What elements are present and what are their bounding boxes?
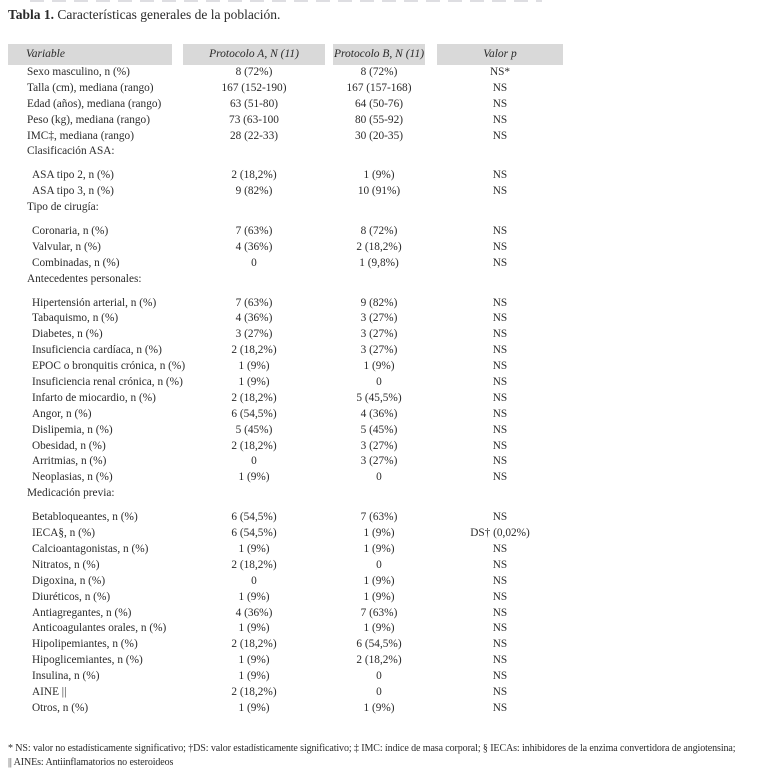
cell-protocolo-a: 1 (9%): [238, 376, 270, 389]
cell-protocolo-a: 5 (45%): [235, 423, 273, 436]
cell-protocolo-a: 28 (22-33): [229, 129, 278, 142]
cell-valor-p: NS: [492, 654, 508, 667]
cell-valor-p: NS: [492, 542, 508, 555]
table-row: [8, 343, 563, 359]
cell-protocolo-a: 0: [251, 455, 257, 468]
row-variable-label: Digoxina, n (%): [32, 574, 106, 587]
table-row: [8, 296, 563, 312]
section-label: Tipo de cirugía:: [27, 201, 99, 214]
table-row: [8, 359, 563, 375]
table-row: [8, 606, 563, 622]
cell-protocolo-b: 7 (63%): [360, 511, 398, 524]
row-variable-label: Angor, n (%): [32, 407, 92, 420]
cell-protocolo-b: 1 (9%): [363, 527, 395, 540]
footnote-line-1: * NS: valor no estadísticamente significativo; †DS: valor estadísticamente significativo; ‡ IMC: índice de masa corporal; § IECAs: inhibidores de la enzima convertidora de angiotensina;: [8, 743, 736, 754]
cell-valor-p: NS: [492, 606, 508, 619]
cell-valor-p: NS: [492, 407, 508, 420]
table-row: [8, 81, 563, 97]
column-header-protocolo-a: Protocolo A, N (11): [183, 44, 325, 65]
row-variable-label: Valvular, n (%): [32, 240, 101, 253]
cell-valor-p: NS: [492, 558, 508, 571]
cell-valor-p: NS: [492, 471, 508, 484]
cell-protocolo-b: 2 (18,2%): [356, 240, 402, 253]
table-row: [8, 439, 563, 455]
cell-protocolo-a: 73 (63-100: [229, 113, 279, 126]
cell-protocolo-a: 1 (9%): [238, 622, 270, 635]
cell-protocolo-b: 1 (9%): [363, 360, 395, 373]
table-row: [8, 510, 563, 526]
cell-protocolo-b: 0: [376, 685, 382, 698]
cell-protocolo-b: 0: [376, 558, 382, 571]
table-row: [8, 574, 563, 590]
cell-protocolo-a: 2 (18,2%): [231, 344, 277, 357]
cell-protocolo-b: 6 (54,5%): [356, 638, 402, 651]
cell-protocolo-a: 0: [251, 574, 257, 587]
cell-protocolo-a: 1 (9%): [238, 590, 270, 603]
cell-valor-p: NS: [492, 129, 508, 142]
table-row: [8, 129, 563, 145]
cell-protocolo-a: 6 (54,5%): [231, 407, 277, 420]
cell-valor-p: NS: [492, 344, 508, 357]
section-spacer: [8, 216, 563, 224]
cell-valor-p: NS: [492, 256, 508, 269]
column-header-variable: Variable: [8, 44, 172, 65]
cell-protocolo-a: 4 (36%): [235, 240, 273, 253]
cell-protocolo-b: 4 (36%): [360, 407, 398, 420]
cell-protocolo-b: 2 (18,2%): [356, 654, 402, 667]
cell-valor-p: NS: [492, 574, 508, 587]
cell-valor-p: NS: [492, 511, 508, 524]
table-row: [8, 391, 563, 407]
cell-valor-p: NS: [492, 376, 508, 389]
cell-protocolo-b: 3 (27%): [360, 328, 398, 341]
cell-protocolo-b: 3 (27%): [360, 344, 398, 357]
cell-protocolo-a: 8 (72%): [235, 66, 273, 78]
cell-valor-p: NS: [492, 455, 508, 468]
row-variable-label: AINE ||: [32, 685, 67, 698]
cell-protocolo-a: 0: [251, 256, 257, 269]
row-variable-label: Peso (kg), mediana (rango): [27, 113, 150, 126]
cell-protocolo-b: 3 (27%): [360, 312, 398, 325]
cell-valor-p: NS: [492, 423, 508, 436]
cell-protocolo-b: 167 (157-168): [346, 81, 412, 94]
cell-valor-p: NS: [492, 185, 508, 198]
table-title-label: Tabla 1.: [8, 7, 55, 22]
cell-protocolo-a: 4 (36%): [235, 606, 273, 619]
section-row: [8, 200, 563, 216]
row-variable-label: Edad (años), mediana (rango): [27, 97, 162, 110]
cell-valor-p: NS*: [489, 66, 511, 78]
table-row: [8, 701, 563, 717]
cell-protocolo-b: 1 (9%): [363, 622, 395, 635]
cell-protocolo-b: 80 (55-92): [354, 113, 403, 126]
cell-protocolo-a: 167 (152-190): [221, 81, 287, 94]
row-variable-label: Tabaquismo, n (%): [32, 312, 119, 325]
cell-protocolo-a: 1 (9%): [238, 701, 270, 714]
row-variable-label: Hipolipemiantes, n (%): [32, 638, 138, 651]
row-variable-label: Sexo masculino, n (%): [27, 66, 130, 78]
row-variable-label: Nitratos, n (%): [32, 558, 100, 571]
table-row: [8, 240, 563, 256]
cell-protocolo-b: 8 (72%): [360, 225, 398, 238]
cell-protocolo-b: 3 (27%): [360, 455, 398, 468]
section-spacer: [8, 288, 563, 296]
cell-protocolo-b: 0: [376, 376, 382, 389]
table-row: [8, 375, 563, 391]
table-row: [8, 423, 563, 439]
section-spacer: [8, 502, 563, 510]
table-row: [8, 685, 563, 701]
row-variable-label: Infarto de miocardio, n (%): [32, 391, 156, 404]
row-variable-label: Coronaria, n (%): [32, 225, 109, 238]
table-row: [8, 65, 563, 81]
table-row: [8, 168, 563, 184]
table-row: [8, 526, 563, 542]
row-variable-label: ASA tipo 2, n (%): [32, 169, 114, 182]
cell-valor-p: NS: [492, 81, 508, 94]
cell-protocolo-a: 6 (54,5%): [231, 527, 277, 540]
table-row: [8, 97, 563, 113]
section-label: Antecedentes personales:: [27, 272, 142, 285]
section-spacer: [8, 160, 563, 168]
table-row: [8, 311, 563, 327]
row-variable-label: Diuréticos, n (%): [32, 590, 111, 603]
row-variable-label: Insuficiencia renal crónica, n (%): [32, 376, 183, 389]
cell-protocolo-b: 9 (82%): [360, 296, 398, 309]
cell-valor-p: NS: [492, 97, 508, 110]
cell-valor-p: NS: [492, 328, 508, 341]
table-row: [8, 184, 563, 200]
table-row: [8, 590, 563, 606]
table-row: [8, 256, 563, 272]
cell-valor-p: NS: [492, 225, 508, 238]
row-variable-label: Anticoagulantes orales, n (%): [32, 622, 167, 635]
cell-protocolo-b: 1 (9%): [363, 169, 395, 182]
column-header-valor-p: Valor p: [437, 44, 563, 65]
table-row: [8, 224, 563, 240]
table-body: [8, 65, 563, 717]
cell-protocolo-b: 0: [376, 471, 382, 484]
cell-protocolo-a: 2 (18,2%): [231, 638, 277, 651]
cell-protocolo-b: 0: [376, 670, 382, 683]
row-variable-label: Calcioantagonistas, n (%): [32, 542, 149, 555]
cell-protocolo-a: 3 (27%): [235, 328, 273, 341]
cell-valor-p: NS: [492, 240, 508, 253]
row-variable-label: Combinadas, n (%): [32, 256, 120, 269]
cell-valor-p: NS: [492, 622, 508, 635]
table-title: [8, 7, 280, 23]
cell-protocolo-b: 8 (72%): [360, 66, 398, 78]
cell-protocolo-b: 10 (91%): [357, 185, 401, 198]
cell-protocolo-b: 7 (63%): [360, 606, 398, 619]
cell-protocolo-a: 4 (36%): [235, 312, 273, 325]
cell-protocolo-b: 5 (45,5%): [356, 391, 402, 404]
table-row: [8, 621, 563, 637]
cell-protocolo-b: 1 (9,8%): [359, 256, 399, 269]
table-row: [8, 558, 563, 574]
cell-protocolo-a: 6 (54,5%): [231, 511, 277, 524]
row-variable-label: Antiagregantes, n (%): [32, 606, 132, 619]
table-row: [8, 653, 563, 669]
cell-valor-p: NS: [492, 685, 508, 698]
cell-protocolo-b: 64 (50-76): [354, 97, 403, 110]
cell-protocolo-a: 1 (9%): [238, 471, 270, 484]
table-row: [8, 327, 563, 343]
cell-protocolo-a: 9 (82%): [235, 185, 273, 198]
column-header-protocolo-b: Protocolo B, N (11): [333, 44, 425, 65]
cell-protocolo-a: 1 (9%): [238, 360, 270, 373]
cell-protocolo-a: 2 (18,2%): [231, 558, 277, 571]
cell-protocolo-a: 2 (18,2%): [231, 685, 277, 698]
cell-protocolo-a: 2 (18,2%): [231, 391, 277, 404]
cell-protocolo-a: 2 (18,2%): [231, 439, 277, 452]
cell-valor-p: NS: [492, 439, 508, 452]
table-header-row: [8, 44, 563, 65]
row-variable-label: Neoplasias, n (%): [32, 471, 113, 484]
cell-protocolo-a: 2 (18,2%): [231, 169, 277, 182]
row-variable-label: Obesidad, n (%): [32, 439, 106, 452]
cell-valor-p: NS: [492, 360, 508, 373]
section-row: [8, 272, 563, 288]
row-variable-label: Hipertensión arterial, n (%): [32, 296, 157, 309]
cropped-text-artifact: [30, 0, 542, 2]
cell-valor-p: NS: [492, 169, 508, 182]
cell-valor-p: NS: [492, 701, 508, 714]
footnote-line-2: || AINEs: Antiinflamatorios no esteroideos: [8, 756, 174, 768]
table-row: [8, 470, 563, 486]
cell-valor-p: NS: [492, 638, 508, 651]
cell-valor-p: NS: [492, 590, 508, 603]
cell-protocolo-a: 1 (9%): [238, 670, 270, 683]
table-row: [8, 669, 563, 685]
row-variable-label: Insulina, n (%): [32, 670, 100, 683]
cell-protocolo-a: 63 (51-80): [229, 97, 278, 110]
cell-valor-p: NS: [492, 113, 508, 126]
row-variable-label: EPOC o bronquitis crónica, n (%): [32, 360, 186, 373]
table-title-text: Características generales de la población.: [54, 7, 281, 22]
cell-protocolo-b: 1 (9%): [363, 701, 395, 714]
table-row: [8, 407, 563, 423]
cell-valor-p: NS: [492, 312, 508, 325]
row-variable-label: Diabetes, n (%): [32, 328, 103, 341]
row-variable-label: Betabloqueantes, n (%): [32, 511, 138, 524]
cell-valor-p: NS: [492, 391, 508, 404]
cell-valor-p: NS: [492, 670, 508, 683]
cell-valor-p: DS† (0,02%): [470, 527, 530, 540]
section-label: Medicación previa:: [27, 487, 115, 500]
cell-protocolo-b: 1 (9%): [363, 574, 395, 587]
table-footnotes: [8, 742, 769, 769]
cell-protocolo-a: 1 (9%): [238, 542, 270, 555]
cell-protocolo-b: 1 (9%): [363, 590, 395, 603]
section-row: [8, 144, 563, 160]
cell-protocolo-b: 30 (20-35): [354, 129, 403, 142]
row-variable-label: ASA tipo 3, n (%): [32, 185, 114, 198]
row-variable-label: Talla (cm), mediana (rango): [27, 81, 154, 94]
cell-protocolo-b: 5 (45%): [360, 423, 398, 436]
row-variable-label: Hipoglicemiantes, n (%): [32, 654, 143, 667]
cell-protocolo-a: 1 (9%): [238, 654, 270, 667]
section-label: Clasificación ASA:: [27, 145, 115, 158]
row-variable-label: Arritmias, n (%): [32, 455, 107, 468]
table-row: [8, 454, 563, 470]
section-row: [8, 486, 563, 502]
cell-protocolo-b: 3 (27%): [360, 439, 398, 452]
cell-valor-p: NS: [492, 296, 508, 309]
row-variable-label: Insuficiencia cardíaca, n (%): [32, 344, 162, 357]
row-variable-label: IECA§, n (%): [32, 527, 96, 540]
row-variable-label: Dislipemia, n (%): [32, 423, 113, 436]
row-variable-label: Otros, n (%): [32, 701, 89, 714]
characteristics-table: [8, 44, 563, 717]
row-variable-label: IMC‡, mediana (rango): [27, 129, 134, 142]
table-row: [8, 637, 563, 653]
cell-protocolo-a: 7 (63%): [235, 225, 273, 238]
cell-protocolo-a: 7 (63%): [235, 296, 273, 309]
cell-protocolo-b: 1 (9%): [363, 542, 395, 555]
table-row: [8, 113, 563, 129]
table-row: [8, 542, 563, 558]
